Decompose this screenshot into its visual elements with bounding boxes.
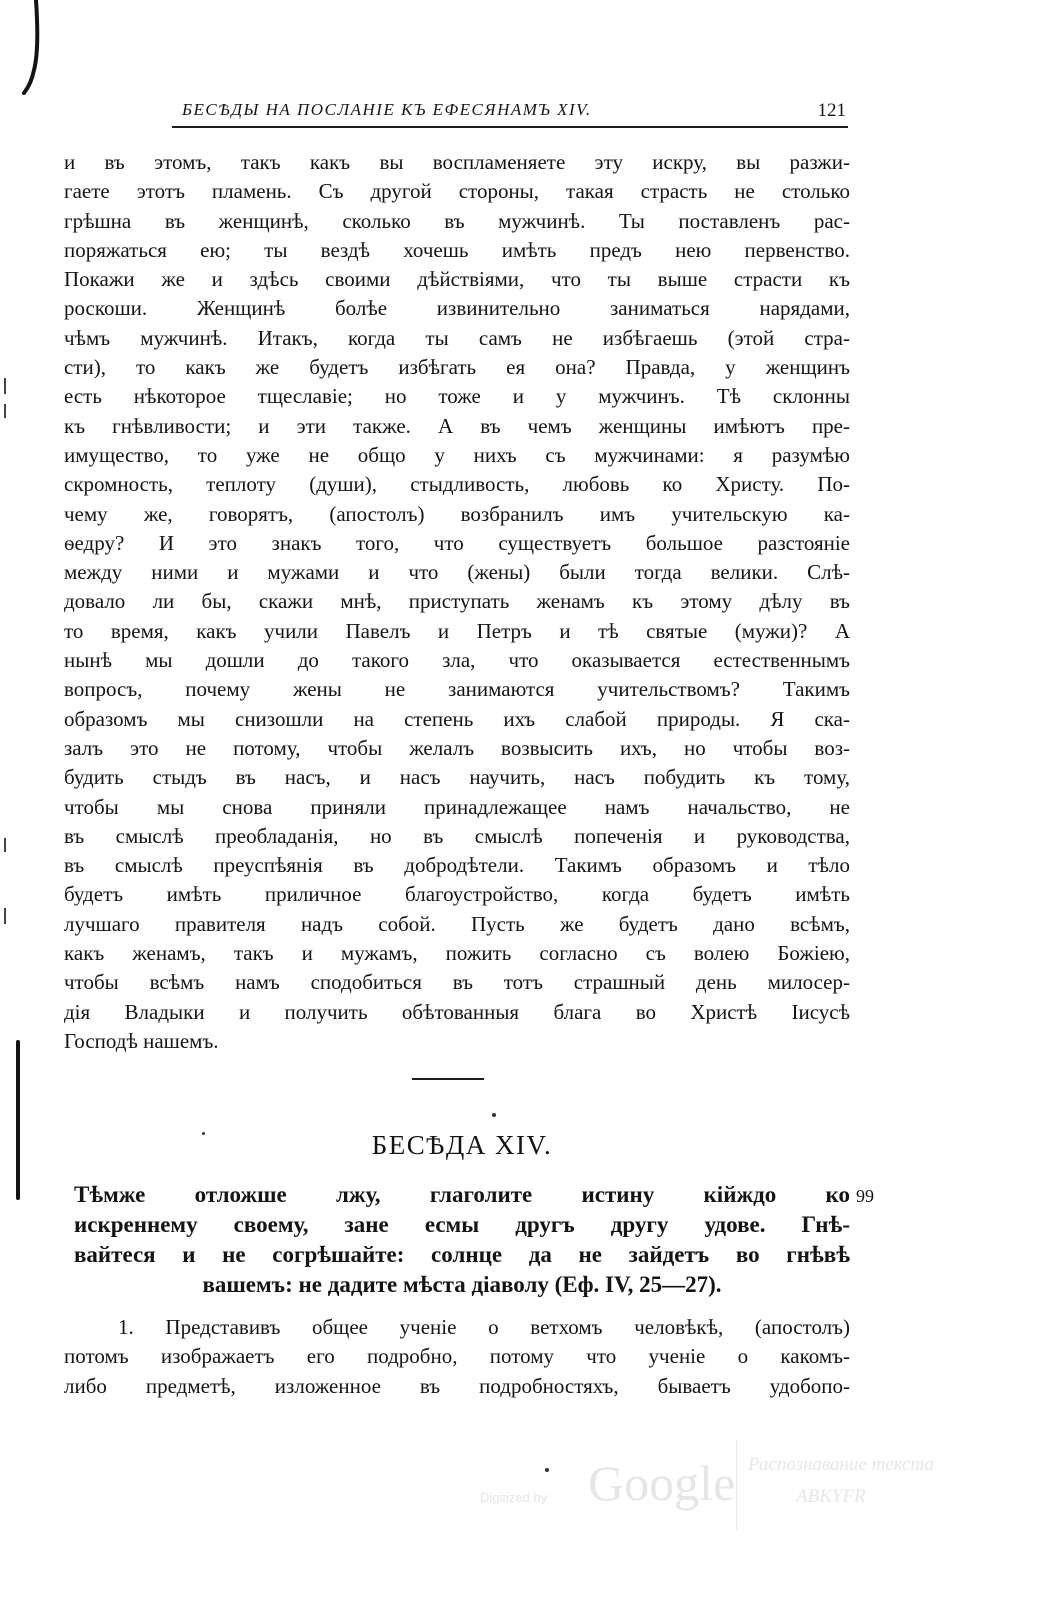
page-edge-tick xyxy=(4,908,6,924)
watermark-ocr-group: ABKYFR xyxy=(796,1486,866,1507)
text-line: Покажи же и здѣсь своими дѣйствіями, что ты выше страсти къ xyxy=(64,267,850,292)
binding-mark xyxy=(22,0,52,95)
text-line: будетъ имѣть приличное благоустройство, когда будетъ имѣть xyxy=(64,882,850,907)
text-line: какъ женамъ, такъ и мужамъ, пожить согласно съ волею Божіею, xyxy=(64,941,850,966)
watermark-digitized: Digitized by xyxy=(480,1490,548,1505)
section-title: БЕСѢДА XIV. xyxy=(371,1130,553,1160)
text-line: грѣшна въ женщинѣ, сколько въ мужчинѣ. Ты поставленъ рас- xyxy=(64,208,850,233)
text-line: либо предметѣ, изложенное въ подробностяхъ, бываетъ удобопо- xyxy=(64,1373,850,1398)
text-line: залъ это не потому, чтобы желалъ возвысить ихъ, но чтобы воз- xyxy=(64,735,850,760)
text-line: потомъ изображаетъ его подробно, потому что ученіе о какомъ- xyxy=(64,1344,850,1369)
watermark xyxy=(480,1440,1000,1530)
watermark-ocr-credit: Распознавание текста xyxy=(748,1454,934,1475)
text-line: ѳедру? И это знакъ того, что существуетъ большое разстояніе xyxy=(64,530,850,555)
page-edge-line xyxy=(16,1040,20,1200)
text-line: сти), то какъ же будетъ избѣгать ея она? Правда, у женщинъ xyxy=(64,355,850,380)
running-header xyxy=(182,100,846,126)
text-line: чѣмъ мужчинѣ. Итакъ, когда ты самъ не избѣгаешь (этой стра- xyxy=(64,325,850,350)
text-line: чему же, говорятъ, (апостолъ) возбранилъ имъ учительскую ка- xyxy=(64,501,850,526)
text-line: чтобы мы снова приняли принадлежащее намъ начальство, не xyxy=(64,794,850,819)
page-number: 121 xyxy=(817,100,846,121)
text-line: довало ли бы, скажи мнѣ, приступать женамъ къ этому дѣлу въ xyxy=(64,589,850,614)
text-line: скромность, теплоту (души), стыдливость, любовь ко Христу. По- xyxy=(64,472,850,497)
watermark-google: Google xyxy=(588,1455,736,1511)
page-edge-tick xyxy=(4,838,6,852)
text-line: 1. Представивъ общее ученіе о ветхомъ человѣкѣ, (апостолъ) xyxy=(118,1315,850,1339)
text-line: вайтеся и не согрѣшайте: солнце да не зайдетъ во гнѣвѣ xyxy=(74,1242,850,1267)
body-text xyxy=(64,148,850,1056)
text-line: будить стыдъ въ насъ, и насъ научить, насъ побудить къ тому, xyxy=(64,765,850,790)
watermark-divider xyxy=(736,1440,737,1530)
text-line: лучшаго правителя надъ собой. Пусть же будетъ дано всѣмъ, xyxy=(64,911,850,936)
text-line: образомъ мы снизошли на степень ихъ слабой природы. Я ска- xyxy=(64,706,850,731)
text-line: роскоши. Женщинѣ болѣе извинительно заниматься нарядами, xyxy=(64,296,850,321)
text-line: искреннему своему, зане есмы другъ другу удове. Гнѣ- xyxy=(74,1212,850,1237)
text-line: и въ этомъ, такъ какъ вы воспламеняете эту искру, вы разжи- xyxy=(64,150,850,174)
text-line: къ гнѣвливости; и эти также. А въ чемъ женщины имѣютъ пре- xyxy=(64,413,850,438)
text-line: нынѣ мы дошли до такого зла, что оказывается естественнымъ xyxy=(64,648,850,673)
header-rule xyxy=(172,126,848,128)
text-line: имущество, то уже не общо у нихъ съ мужчинами: я разумѣю xyxy=(64,442,850,467)
text-line: въ смыслѣ преобладанія, но въ смыслѣ попеченія и руководства, xyxy=(64,823,850,848)
text-line: чтобы всѣмъ намъ сподобиться въ тотъ страшный день милосер- xyxy=(64,970,850,995)
text-line: Тѣмже отложше лжу, глаголите истину кійждо ко xyxy=(74,1182,850,1207)
section-separator xyxy=(412,1078,484,1080)
running-header-title: БЕСѢДЫ НА ПОСЛАНІЕ КЪ ЕФЕСЯНАМЪ XIV. xyxy=(182,100,592,119)
text-line: вопросъ, почему жены не занимаются учительствомъ? Такимъ xyxy=(64,677,850,702)
margin-number: 99 xyxy=(856,1186,874,1206)
page-edge-tick xyxy=(4,404,6,418)
epigraph xyxy=(74,1180,850,1300)
text-line: поряжаться ею; ты вездѣ хочешь имѣть предъ нею первенство. xyxy=(64,237,850,262)
text-line: есть нѣкоторое тщеславіе; но тоже и у мужчинъ. Тѣ склонны xyxy=(64,384,850,409)
text-line: гаете этотъ пламень. Съ другой стороны, такая страсть не столько xyxy=(64,179,850,204)
text-line: дія Владыки и получить обѣтованныя блага во Христѣ Іисусѣ xyxy=(64,999,850,1024)
text-line: Господѣ нашемъ. xyxy=(64,1028,219,1053)
page-edge-tick xyxy=(4,378,6,394)
text-line: между ними и мужами и что (жены) были тогда велики. Слѣ- xyxy=(64,560,850,585)
text-line: то время, какъ учили Павелъ и Петръ и тѣ святые (мужи)? А xyxy=(64,618,850,643)
paragraph-1 xyxy=(64,1313,850,1401)
specks xyxy=(202,1132,205,1135)
text-line: въ смыслѣ преуспѣянія въ добродѣтели. Такимъ образомъ и тѣло xyxy=(64,853,850,878)
text-line: вашемъ: не дадите мѣста діаволу (Еф. IV, 25—27). xyxy=(202,1272,722,1297)
specks xyxy=(492,1113,496,1117)
